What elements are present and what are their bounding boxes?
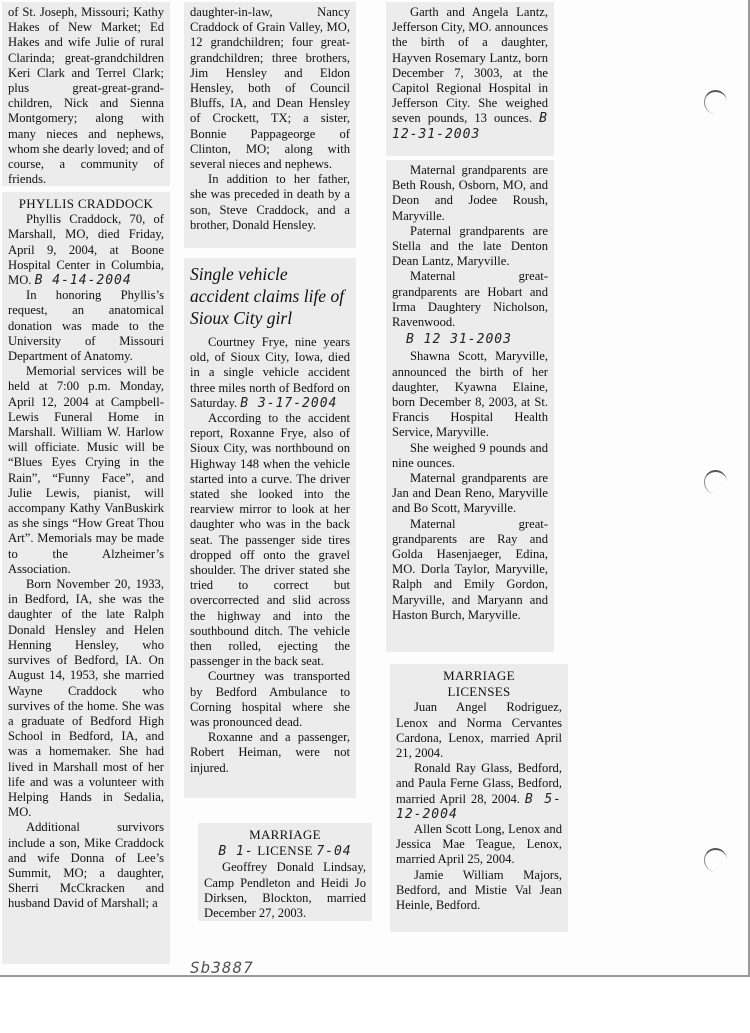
article-paragraph: Courtney was transported by Bedford Ambulance to Corning hospital where she was pronounced dead. bbox=[190, 669, 350, 730]
birth-paragraph: Paternal grandparents are Stella and the late Denton Dean Lantz, Maryville. bbox=[392, 223, 548, 269]
handwritten-note: B 1- bbox=[218, 844, 254, 860]
obituary-continuation-text: of St. Joseph, Missouri; Kathy Hakes of New Market; Ed Hakes and wife Julie of rural Clarinda; great-grandchildren Keri Clark and Terrel Clark; plus great-great-grand-children, Nick and Sienna Montgomery; along with many nieces and nephews, whom she dearly loved; and of course, a community of friends. bbox=[8, 5, 164, 186]
handwritten-date: B 3-17-2004 bbox=[240, 395, 338, 411]
birth-paragraph: Maternal great-grandparents are Hobart and Irma Daughtery Nicholson, Ravenwood. bbox=[392, 269, 548, 330]
binder-hole-icon bbox=[704, 90, 727, 114]
marriage-license-heading-line2: B 1- LICENSE 7-04 bbox=[218, 843, 352, 860]
obituary-paragraph: Phyllis Craddock, 70, of Marshall, MO, died Friday, April 9, 2004, at Boone Hospital Center in Columbia, MO. B 4-14-2004 bbox=[8, 212, 164, 289]
marriage-license-clipping bbox=[198, 823, 372, 921]
handwritten-reference-number: Sb3887 bbox=[190, 958, 254, 977]
handwritten-date: B 12 31-2003 bbox=[406, 332, 512, 348]
marriage-license-entry: Juan Angel Rodriguez, Lenox and Norma Cervantes Cardona, Lenox, married April 21, 2004. bbox=[396, 700, 562, 761]
marriage-license-entry: Ronald Ray Glass, Bedford, and Paula Ferne Glass, Bedford, married April 28, 2004. B 5-12-2004 bbox=[396, 761, 563, 822]
marriage-licenses-clipping bbox=[390, 664, 568, 932]
obituary-paragraph: In addition to her father, she was preceded in death by a son, Steve Craddock, and a brother, Donald Hensley. bbox=[190, 172, 350, 232]
binder-hole-icon bbox=[704, 470, 727, 494]
article-paragraph: Courtney Frye, nine years old, of Sioux City, Iowa, died in a single vehicle accident three miles north of Bedford on Saturday. B 3-17-2004 bbox=[190, 335, 350, 411]
marriage-licenses-heading-line2: LICENSES bbox=[447, 684, 511, 700]
handwritten-date: B 4-14-2004 bbox=[34, 273, 132, 289]
handwritten-date: B 5-12-2004 bbox=[396, 791, 563, 822]
birth-paragraph: Maternal great-grandparents are Ray and Golda Hasenjaeger, Edina, MO. Dorla Taylor, Maryville, Ralph and Emily Gordon, Maryville, and Maryann and Haston Burch, Maryville. bbox=[392, 516, 548, 622]
binder-hole-icon bbox=[704, 848, 727, 872]
article-paragraph: According to the accident report, Roxanne Frye, also of Sioux City, was northbound on Highway 148 when the vehicle started into a curve. The driver stated she looked into the rearview mirror to look at her daughter who was in the back seat. The passenger side tires dropped off onto the gravel shoulder. The driver stated she tried to correct but overcorrected and slid across the highway and into the southbound ditch. The vehicle then rolled, ejecting the passenger in the back seat. bbox=[190, 411, 350, 669]
obituary-paragraph: Additional survivors include a son, Mike Craddock and wife Donna of Lee’s Summit, MO; a daughter, Sherri McCkracken and husband David of Marshall; a bbox=[8, 820, 164, 911]
birth-paragraph: Maternal grandparents are Jan and Dean Reno, Maryville and Bo Scott, Maryville. bbox=[392, 471, 548, 516]
craddock-obituary-clipping bbox=[2, 192, 170, 964]
birth-announcement-clipping-2 bbox=[386, 160, 554, 652]
birth-paragraph: Garth and Angela Lantz, Jefferson City, MO. announces the birth of a daughter, Hayven Rosemary Lantz, born December 7, 3003, at the Capitol Regional Hospital in Jefferson City. She weighed seven pounds, 13 ounces. B 12-31-2003 bbox=[392, 5, 548, 142]
birth-paragraph: She weighed 9 pounds and nine ounces. bbox=[392, 440, 548, 470]
obituary-paragraph: Born November 20, 1933, in Bedford, IA, she was the daughter of the late Ralph Donald Hensley and Helen Henning Hensley, who survives of Bedford, IA. On August 14, 1953, she married Wayne Craddock who survives of the home. She was a graduate of Bedford High School in Bedford, IA, and was a homemaker. She had lived in Marshall most of her life and was a volunteer with Helping Hands in Sedalia, MO. bbox=[8, 577, 164, 820]
birth-announcement-clipping bbox=[386, 2, 554, 156]
obituary-paragraph: Memorial services will be held at 7:00 p.m. Monday, April 12, 2004 at Campbell-Lewis Funeral Home in Marshall. William W. Harlow will officiate. Music will be “Blues Eyes Crying in the Rain”, “Funny Face”, and Julie Lewis, pianist, will accompany Kathy VanBuskirk as she sings “How Great Thou Art”. Memorials may be made to the Alzheimer’s Association. bbox=[8, 364, 164, 576]
article-headline: Single vehicle accident claims life of Sioux City girl bbox=[190, 264, 345, 328]
marriage-license-text: Geoffrey Donald Lindsay, Camp Pendleton and Heidi Jo Dirksen, Blockton, married December 27, 2003. bbox=[204, 860, 366, 921]
birth-paragraph: Shawna Scott, Maryville, announced the birth of her daughter, Kyawna Elaine, born December 8, 2003, at St. Francis Hospital Health Service, Maryville. bbox=[392, 349, 548, 440]
obituary-continuation-clipping-2 bbox=[184, 2, 356, 248]
obituary-heading: PHYLLIS CRADDOCK bbox=[18, 196, 154, 211]
birth-paragraph: Maternal grandparents are Beth Roush, Osborn, MO, and Deon and Jodee Roush, Maryville. bbox=[392, 163, 548, 223]
obituary-paragraph: In honoring Phyllis’s request, an anatomical donation was made to the University of Missouri Department of Anatomy. bbox=[8, 288, 164, 364]
marriage-license-heading: MARRIAGE bbox=[249, 827, 321, 842]
obituary-paragraph: daughter-in-law, Nancy Craddock of Grain Valley, MO, 12 grandchildren; four great-grandchildren; three brothers, Jim Hensley and Eldon Hensley, both of Council Bluffs, IA, and Dean Hensley of Crockett, TX; a sister, Bonnie Pappageorge of Clinton, MO; along with several nieces and nephews. bbox=[190, 5, 350, 172]
article-paragraph: Roxanne and a passenger, Robert Heiman, were not injured. bbox=[190, 730, 350, 775]
handwritten-note: 7-04 bbox=[316, 844, 352, 860]
handwritten-date: B 12-31-2003 bbox=[392, 111, 548, 142]
accident-article-clipping bbox=[184, 258, 356, 798]
marriage-license-entry: Allen Scott Long, Lenox and Jessica Mae Teague, Lenox, married April 25, 2004. bbox=[396, 822, 562, 867]
marriage-license-entry: Jamie William Majors, Bedford, and Mistie Val Jean Heinle, Bedford. bbox=[396, 867, 562, 913]
obituary-continuation-clipping bbox=[2, 2, 170, 186]
marriage-licenses-heading: MARRIAGE bbox=[443, 668, 515, 683]
